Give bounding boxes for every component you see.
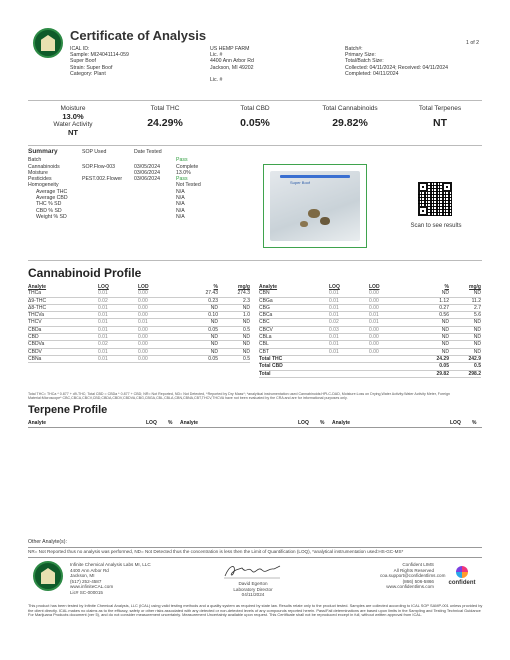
cannabinoid-header-cell: LOQ [329,284,340,290]
total-cell [369,355,409,362]
divider [28,260,482,261]
table-cell: 0.01 [98,326,108,333]
summary-name: CBD % SD [36,207,62,214]
total-cell [369,363,409,370]
table-row [259,334,481,341]
cannabinoid-header-cell: LOQ [98,284,109,290]
table-cell: 0.01 [329,341,339,348]
table-cell: 0.00 [138,355,148,362]
table-cell: CBDVa [28,341,45,348]
table-cell: 0.01 [138,319,148,326]
table-cell: THCVa [28,312,45,319]
ical-logo [33,28,63,58]
page-title: Certificate of Analysis [70,28,207,43]
summary-name: THC % SD [36,201,62,208]
table-row [28,319,250,326]
total-cbd-stat: Total CBD 0.05% [240,105,270,130]
table-row [28,312,250,319]
summary-sop: SOP.Flow-003 [82,163,116,170]
table-row [259,348,481,355]
divider [28,100,482,101]
total-row [259,363,481,370]
table-cell: 0.02 [98,297,108,304]
table-cell: 0.56 [439,312,449,319]
total-row [259,355,481,362]
table-cell: ND [473,326,481,333]
table-cell: 0.02 [329,319,339,326]
table-cell: 0.01 [329,312,339,319]
summary-section: Summary SOP Used Date Tested Batch Pass Cannabinoids SOP.Flow-003 03/05/2024 Complete Moisture 03/06/2024 13.0% Pesticides PEST.002.Flower 03/06/2024 Pass Homogeneity Not Tested Average THC N/A Average CBD N/A THC % SD N/A CBD % SD N/A Weight % SD N/A [28,149,218,220]
table-cell: ND [441,334,449,341]
cannabinoid-header-cell: mg/g [469,284,481,290]
summary-result: Not Tested [176,182,201,189]
summary-result: N/A [176,188,185,195]
table-cell: ND [210,341,218,348]
other-analytes-label: Other Analyte(s): [28,539,67,545]
summary-name: Average THC [36,188,68,195]
table-cell: 1.0 [243,312,250,319]
total-cell: Total THC [259,355,283,362]
signature [222,562,284,580]
table-cell: 0.00 [138,341,148,348]
summary-date [134,214,176,220]
table-cell: 0.00 [138,297,148,304]
table-cell: 0.01 [369,312,379,319]
terpene-header-cell: Analyte [180,420,199,426]
terpene-header-cell: LOQ [146,420,157,426]
table-cell: ND [441,341,449,348]
table-cell: ND [473,348,481,355]
total-cell: Total CBD [259,363,283,370]
table-cell: ND [242,341,250,348]
table-cell: 0.02 [98,341,108,348]
table-row [28,355,250,362]
cannabinoid-title: Cannabinoid Profile [28,266,142,280]
table-cell: 0.01 [98,334,108,341]
table-cell: ND [441,326,449,333]
table-cell: CBL [259,341,269,348]
table-cell: 0.00 [369,326,379,333]
table-cell: ND [242,304,250,311]
table-cell: CBC [259,319,270,326]
table-cell: 0.01 [329,304,339,311]
terpene-header-cell: % [320,420,325,426]
table-row [28,341,250,348]
summary-name: Average CBD [36,195,68,202]
table-row [28,290,250,297]
table-cell: 0.00 [138,326,148,333]
summary-date: 03/06/2024 [134,169,160,176]
signer-info: David Egerton Laboratory Director 04/11/2024 [233,581,273,598]
table-cell: ND [210,304,218,311]
divider [28,145,482,146]
confident-logo: confident [447,566,477,596]
summary-name: Moisture [28,169,48,176]
table-cell: ND [441,319,449,326]
table-cell: 0.27 [439,304,449,311]
table-cell: CBLa [259,334,272,341]
table-row [28,326,250,333]
table-row [259,312,481,319]
cannabinoid-footnote: Total THC= THCa * 0.877 + d9-THC; Total CBD = CBDa * 0.877 + CBD; NR= Not Reported, ND= Not Detected, *Reported by Dry Mass*; *analytical instrumentation used Cannabinoids:HPLC-DAD, Moisture:Loss on Drying,Water Activity:Water Activity Meter, Foreign Material:Microscope* CBC,CBCA,CBCV,CBD,CBDA,CBDV,CBDVA,CBG,CBGA,CBL,CBLA,CBN,CBNA,CBT,THCV,THCVA have not been evaluated by the CRA and are for informational purposes only. [28,392,450,401]
table-cell: ND [441,290,449,297]
table-cell: 0.01 [98,304,108,311]
table-cell: 0.01 [369,319,379,326]
total-cell: 29.82 [436,370,449,377]
summary-result: Complete [176,163,199,170]
table-cell: 27.43 [205,290,218,297]
total-cell: 0.05 [439,363,449,370]
other-analytes-note: NR= Not Reported thus no analysis was performed, ND= Not Detected thus the concentration is less then the Limit of Quantification (LOQ), *analytical instrumentation used:HS-GC-MS* [28,549,404,554]
table-cell: 0.01 [329,348,339,355]
table-cell: 2.3 [243,297,250,304]
total-cell [329,355,369,362]
qr-code[interactable] [418,182,452,216]
lab-info: Infinite Chemical Analysis Labs MI, LLC 4400 Ann Arbor Rd Jackson, MI (517) 252-4587 www.infiniteCAL.com Lic# SC-000015 [70,562,151,595]
table-row [28,348,250,355]
table-cell: CBCa [259,312,273,319]
table-cell: 0.05 [208,355,218,362]
table-cell: ND [210,348,218,355]
table-cell: 0.01 [98,319,108,326]
table-cell: CBNa [28,355,42,362]
cannabinoid-header-cell: mg/g [238,284,250,290]
table-cell: CBT [259,348,269,355]
table-cell: Δ9-THC [28,297,47,304]
table-cell: 0.5 [243,326,250,333]
client-info: US HEMP FARM Lic. # 4400 Ann Arbor Rd Jackson, MI 49202 Lic. # [210,46,254,83]
divider [28,557,482,558]
table-cell: 0.01 [98,290,108,297]
table-cell: ND [210,334,218,341]
table-cell: ND [473,341,481,348]
terpene-header-cell: Analyte [332,420,351,426]
table-cell: CBGa [259,297,273,304]
table-cell: ND [473,319,481,326]
table-row [28,297,250,304]
summary-name: Weight % SD [36,213,67,220]
terpene-header-cell: LOQ [450,420,461,426]
total-cell [369,370,409,377]
cannabinoid-header-cell: LOD [369,284,380,290]
table-cell: ND [210,319,218,326]
table-cell: 0.01 [329,290,339,297]
cannabinoid-header-cell: % [444,284,449,290]
table-cell: CBDV [28,348,42,355]
table-cell: 1.12 [439,297,449,304]
total-cell [329,363,369,370]
table-cell: 0.00 [138,312,148,319]
table-cell: Δ8-THC [28,304,47,311]
summary-result: N/A [176,201,185,208]
total-terpenes-stat: Total Terpenes NT [418,105,462,130]
summary-sop [78,214,134,220]
terpene-header-cell: % [472,420,477,426]
table-cell: 0.03 [329,326,339,333]
table-row [259,326,481,333]
cannabinoid-header-cell: % [213,284,218,290]
table-cell: 274.3 [237,290,250,297]
table-cell: ND [242,334,250,341]
summary-name: Homogeneity [28,182,59,189]
table-cell: 0.00 [369,341,379,348]
table-cell: 0.00 [369,290,379,297]
cannabinoid-table-left [28,284,250,363]
terpene-header-cell: LOQ [298,420,309,426]
table-row [28,304,250,311]
summary-result: N/A [176,213,185,220]
summary-name: Cannabinoids [28,163,60,170]
table-cell: 0.00 [138,290,148,297]
table-cell: ND [242,319,250,326]
table-row [259,341,481,348]
terpene-header-cell: % [168,420,173,426]
table-cell: 0.00 [138,304,148,311]
sample-photo: Super Boof [263,164,367,248]
table-row [259,297,481,304]
table-cell: CBN [259,290,270,297]
terpene-title: Terpene Profile [28,404,108,416]
table-cell: THCV [28,319,42,326]
cannabinoid-header-cell: Analyte [259,284,278,290]
table-cell: 0.00 [138,348,148,355]
table-cell: 0.01 [98,312,108,319]
table-cell: 0.23 [208,297,218,304]
table-cell: 2.7 [474,304,481,311]
summary-name: Batch [28,157,42,164]
moisture-stat: Moisture 13.0% Water Activity NT [53,105,93,138]
table-cell: THCa [28,290,42,297]
disclaimer: This product has been tested by Infinite Chemical Analysis, LLC (ICAL) using valid testing methods and a quality system as required by state law. Results relate only to the product tested. Samples are collected according to ICAL SOP SAMP-001 unless provided by the client directly. ICAL makes no claims as to the efficacy, safety or other risks associated with any detected or non-detected levels of any compounds reported herein. Pass/Fail determinations are based upon limits in the Sampling and Testing Technical Guidance For Marijuana Products document (ver 5), and do not consider measurement uncertainty. Measurement Uncertainty available upon request. This Certificate shall not be reproduced except in full, without written approval from ICAL. [28,603,483,618]
cannabinoid-header-cell: LOD [138,284,149,290]
table-cell: 0.00 [138,334,148,341]
total-cell: Total [259,370,271,377]
summary-row [28,214,218,220]
terpene-header-cell: Analyte [28,420,47,426]
summary-result: Pass [176,157,188,164]
table-cell: CBG [259,304,270,311]
total-thc-stat: Total THC 24.29% [147,105,183,130]
table-cell: 0.01 [98,355,108,362]
terpene-header [28,420,482,428]
table-cell: ND [473,334,481,341]
summary-result: N/A [176,195,185,202]
confident-info: Confident LIMS All Rights Reserved coa.support@confidentlims.com (866) 506-5866 www.confidentlims.com [380,562,446,590]
total-cell: 0.5 [474,363,481,370]
cannabinoid-table-right [259,284,481,378]
table-cell: CBDa [28,326,42,333]
total-cell: 242.9 [468,355,481,362]
total-row [259,370,481,377]
table-row [259,319,481,326]
table-cell: ND [242,348,250,355]
summary-date: 03/06/2024 [134,176,160,183]
summary-date: 03/05/2024 [134,163,160,170]
table-cell: 0.00 [369,334,379,341]
table-cell: ND [441,348,449,355]
table-cell: 0.01 [329,334,339,341]
table-cell: 11.2 [471,297,481,304]
summary-sop: PEST.002.Flower [82,176,123,183]
qr-caption: Scan to see results [410,223,462,229]
table-cell: 5.6 [474,312,481,319]
cannabinoid-header-cell: Analyte [28,284,47,290]
table-cell: CBCV [259,326,273,333]
total-cell [329,370,369,377]
table-cell: ND [473,290,481,297]
summary-result: 13.0% [176,169,191,176]
total-cell: 298.2 [468,370,481,377]
table-row [28,334,250,341]
summary-title: Summary [28,148,58,155]
table-cell: 0.01 [98,348,108,355]
table-row [259,290,481,297]
sample-info: ICAL ID: Sample: MI24041114-059 Super Boof Strain: Super Boof Category: Plant [70,46,129,77]
batch-info: Batch#: Primary Size: Total/Batch Size: Collected: 04/11/2024; Received: 04/11/2024 Completed: 04/11/2024 [345,46,449,77]
divider [28,547,482,548]
total-cell: 24.29 [436,355,449,362]
table-cell: 0.05 [208,326,218,333]
table-cell: CBD [28,334,39,341]
summary-result: N/A [176,207,185,214]
table-cell: 0.10 [208,312,218,319]
page-number: 1 of 2 [466,40,479,46]
ical-footer-logo [33,561,63,591]
table-cell: 0.01 [329,297,339,304]
table-row [259,304,481,311]
table-cell: 0.5 [243,355,250,362]
table-cell: 0.00 [369,348,379,355]
table-cell: 0.00 [369,297,379,304]
summary-name: Pesticides [28,176,52,183]
summary-result: Pass [176,176,188,183]
table-cell: 0.00 [369,304,379,311]
total-cannabinoids-stat: Total Cannabinoids 29.82% [322,105,378,130]
